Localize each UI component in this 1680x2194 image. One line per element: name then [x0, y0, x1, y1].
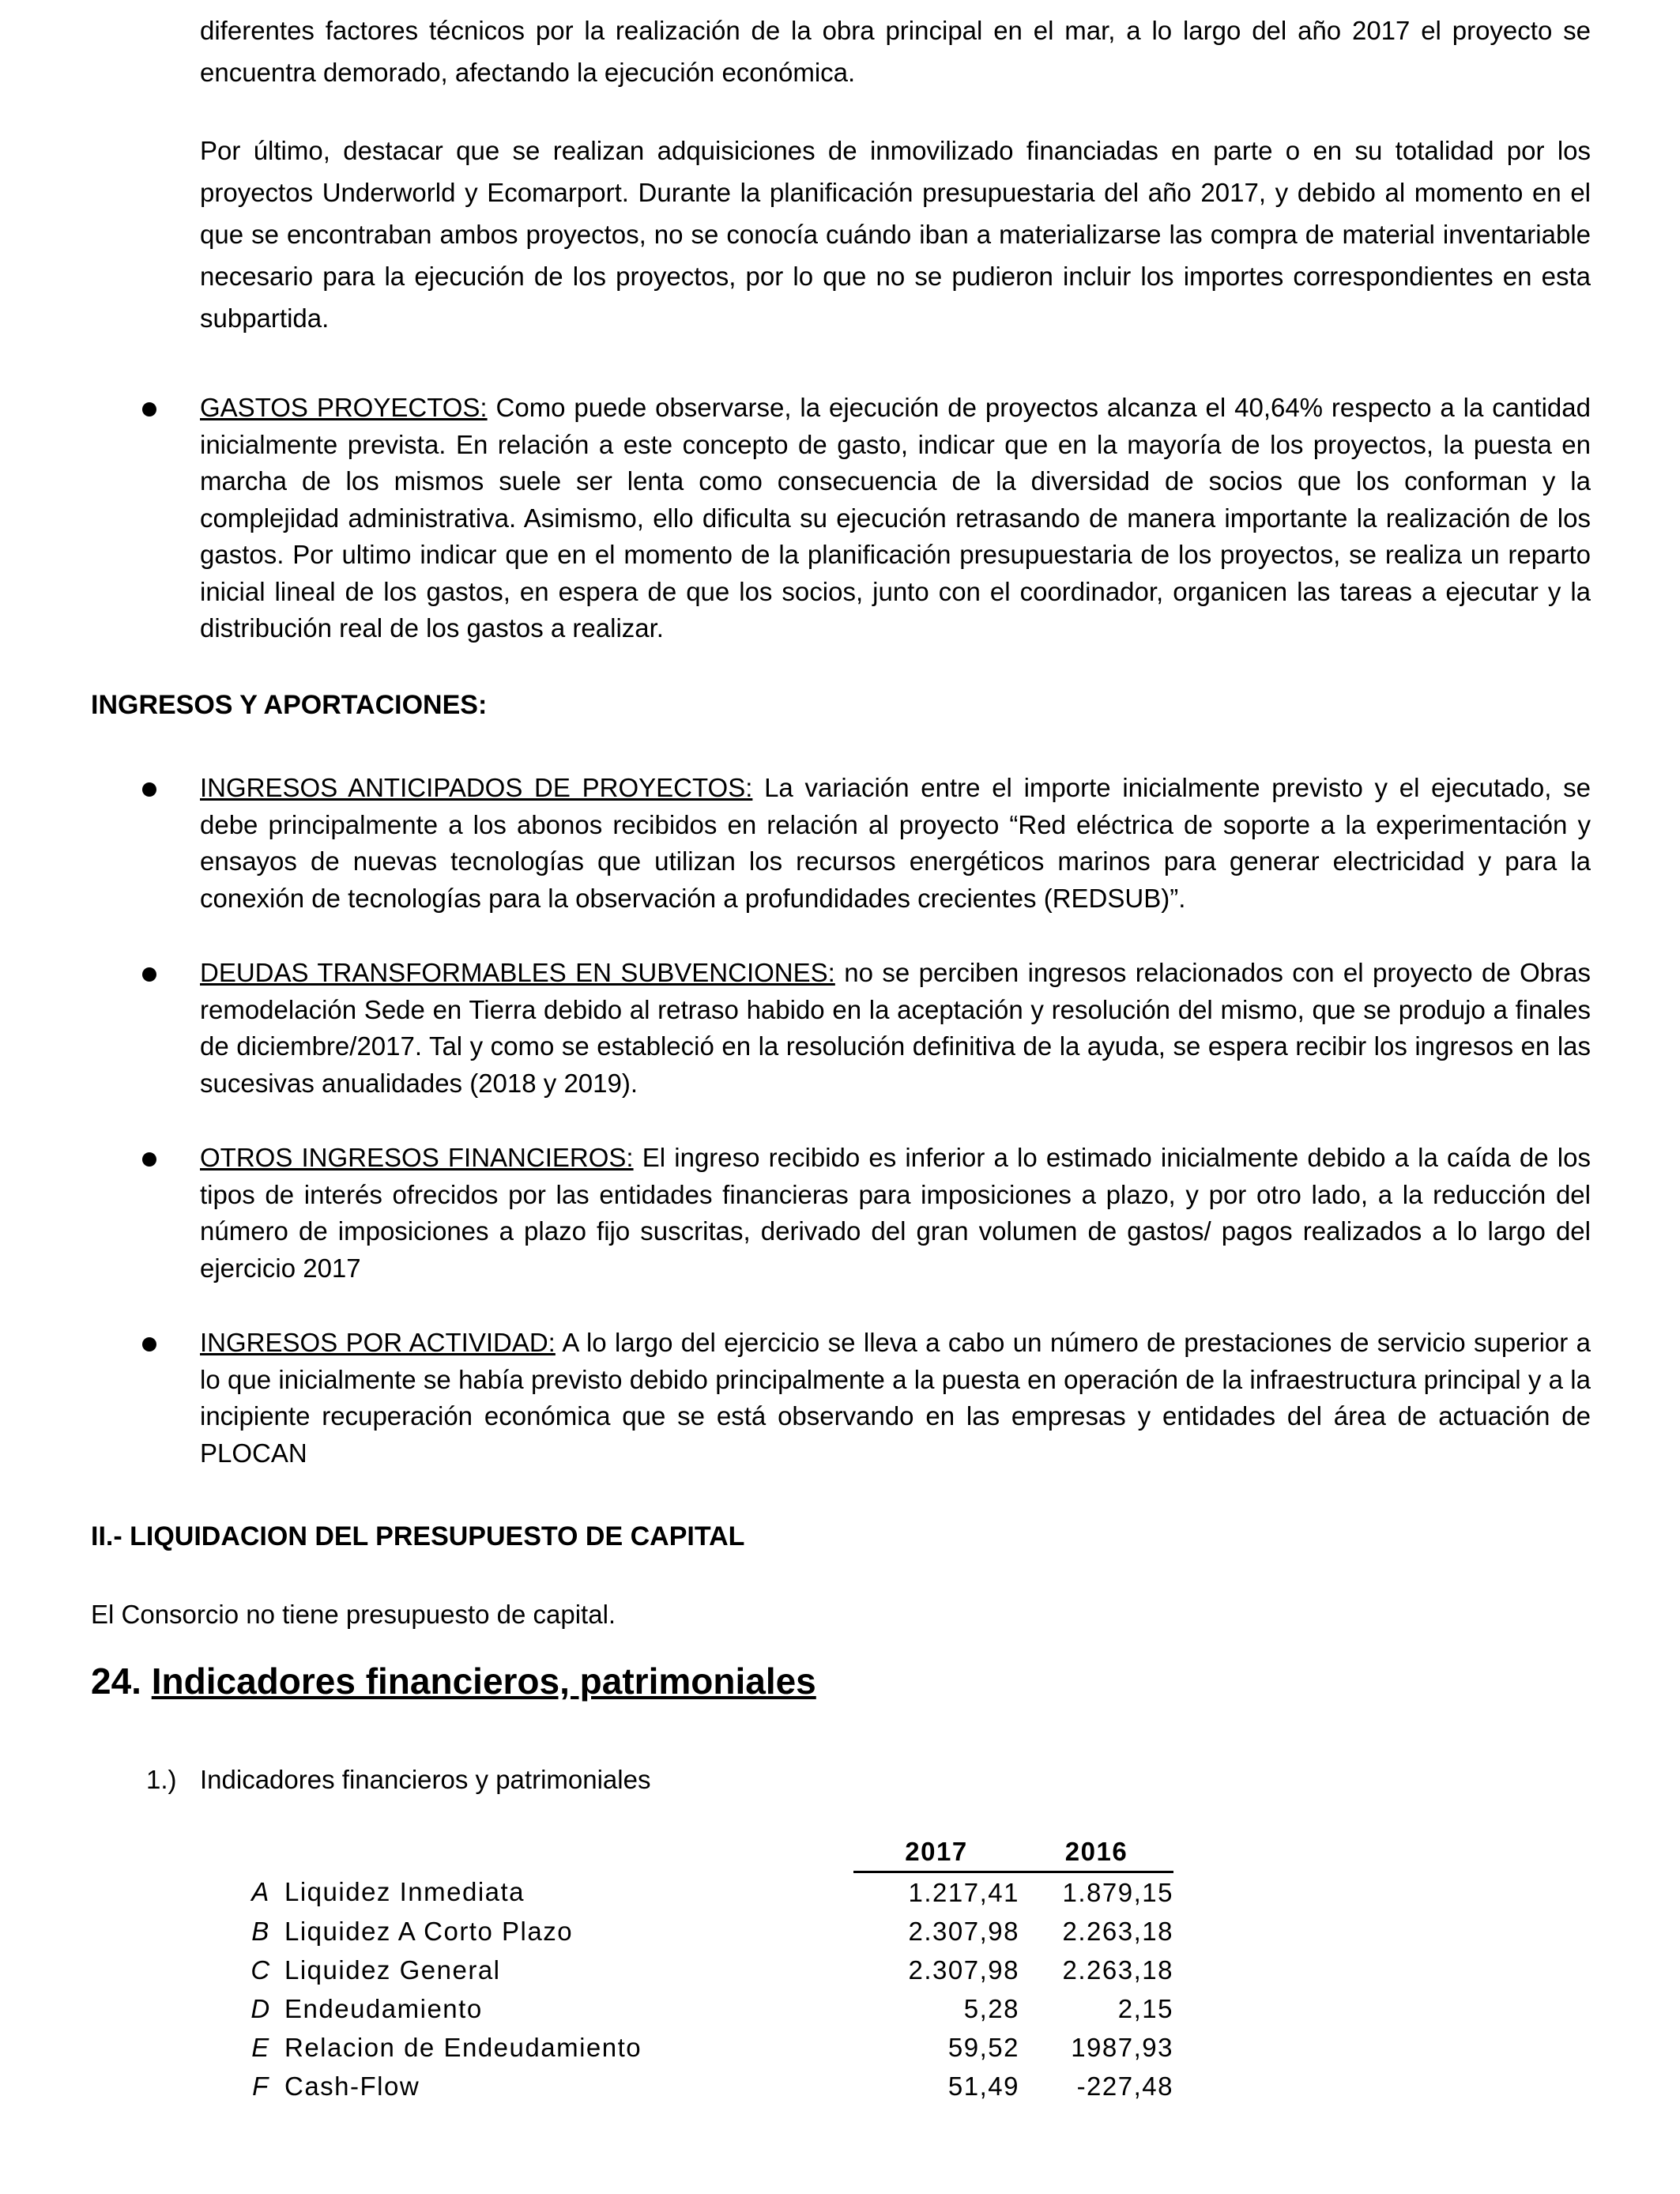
table-row: [237, 1912, 1173, 1951]
row-letter: B: [251, 1916, 270, 1946]
subsection-title: Indicadores financieros y patrimoniales: [200, 1765, 651, 1794]
row-name: Liquidez Inmediata: [284, 1876, 525, 1906]
bullet-icon: [142, 1152, 156, 1167]
ingresos-item: [200, 955, 1591, 1102]
value-2016: 1987,93: [1071, 2032, 1173, 2062]
ingresos-item: [200, 770, 1591, 917]
table-row: [237, 1989, 1173, 2028]
row-letter: C: [250, 1955, 271, 1985]
table-row: [237, 1872, 1173, 1913]
table-header-row: [237, 1832, 1173, 1872]
row-letter: D: [250, 1993, 271, 2023]
ingresos-item-label: DEUDAS TRANSFORMABLES EN SUBVENCIONES:: [200, 958, 835, 987]
year-header: 2016: [1019, 1832, 1173, 1872]
capital-heading: II.- LIQUIDACION DEL PRESUPUESTO DE CAPITAL: [91, 1521, 745, 1551]
subsection-heading: [146, 1765, 650, 1795]
value-2016: 1.879,15: [1062, 1877, 1173, 1907]
section-title: Indicadores financieros, patrimoniales: [151, 1661, 816, 1702]
bullet-icon: [142, 1337, 156, 1351]
row-name: Liquidez A Corto Plazo: [284, 1916, 574, 1946]
ingresos-item-label: INGRESOS ANTICIPADOS DE PROYECTOS:: [200, 773, 753, 802]
value-2016: -227,48: [1076, 2071, 1173, 2101]
value-2017: 59,52: [947, 2032, 1019, 2062]
bullet-icon: [142, 402, 156, 417]
table-row: [237, 2067, 1173, 2105]
bullet-icon: [142, 782, 156, 797]
ingresos-item: [200, 1325, 1591, 1472]
row-name: Endeudamiento: [284, 1993, 483, 2023]
ingresos-item-text: no se perciben ingresos relacionados con el proyecto de Obras remodelación Sede en Tierra debido al retraso habido en la aceptación y resolución del mismo, que se produjo a finales de diciembre/2017. Tal y como se estableció en la resolución definitiva de la ayuda, se espera recibir los ingresos en las sucesivas anualidades (2018 y 2019).: [200, 958, 1591, 1098]
row-letter: A: [251, 1876, 270, 1906]
row-letter: F: [252, 2071, 269, 2101]
table-row: [237, 2028, 1173, 2067]
ingresos-item: [200, 1140, 1591, 1287]
value-2016: 2.263,18: [1062, 1916, 1173, 1946]
section-heading: [91, 1660, 816, 1702]
capital-text: El Consorcio no tiene presupuesto de capital.: [91, 1600, 616, 1629]
intro-paragraph-2: Por último, destacar que se realizan adquisiciones de inmovilizado financiadas en parte o en su totalidad por los proyectos Underworld y Ecomarport. Durante la planificación presupuestaria del año 2017, y debido al momento en el que se encontraban ambos proyectos, no se conocía cuándo iban a materializarse las compra de material inventariable necesario para la ejecución de los proyectos, por lo que no se pudieron incluir los importes correspondientes en esta subpartida.: [200, 136, 1591, 333]
ingresos-item-label: OTROS INGRESOS FINANCIEROS:: [200, 1143, 634, 1172]
value-2016: 2.263,18: [1062, 1955, 1173, 1985]
ingresos-item-text: La variación entre el importe inicialmente previsto y el ejecutado, se debe principalmente a los abonos recibidos en relación al proyecto “Red eléctrica de soporte a la experimentación y ensayos de nuevas tecnologías que utilizan los recursos energéticos marinos para generar electricidad y para la conexión de tecnologías para la observación a profundidades crecientes (REDSUB)”.: [200, 773, 1591, 913]
section-number: 24.: [91, 1661, 141, 1702]
value-2017: 5,28: [963, 1993, 1019, 2023]
year-header: 2017: [853, 1832, 1019, 1872]
gastos-text: Como puede observarse, la ejecución de proyectos alcanza el 40,64% respecto a la cantidad inicialmente prevista. En relación a este concepto de gasto, indicar que en la mayoría de los proyectos, la puesta en marcha de los mismos suele ser lenta como consecuencia de la diversidad de socios que los conforman y la complejidad administrativa. Asimismo, ello dificulta su ejecución retrasando de manera importante la realización de los gastos. Por ultimo indicar que en el momento de la planificación presupuestaria de los proyectos, se realiza un reparto inicial lineal de los gastos, en espera de que los socios, junto con el coordinador, organicen las tareas a ejecutar y la distribución real de los gastos a realizar.: [200, 393, 1591, 643]
row-name: Relacion de Endeudamiento: [284, 2032, 642, 2062]
value-2017: 1.217,41: [908, 1877, 1019, 1907]
value-2017: 2.307,98: [908, 1916, 1019, 1946]
value-2017: 51,49: [947, 2071, 1019, 2101]
row-name: Cash-Flow: [284, 2071, 420, 2101]
ingresos-item-text: El ingreso recibido es inferior a lo estimado inicialmente debido a la caída de los tipos de interés ofrecidos por las entidades financieras para imposiciones a plazo, y por otro lado, a la reducción del número de imposiciones a plazo fijo suscritas, derivado del gran volumen de gastos/ pagos realizados a lo largo del ejercicio 2017: [200, 1143, 1591, 1283]
table-row: [237, 1951, 1173, 1989]
gastos-paragraph: [200, 390, 1591, 647]
value-2017: 2.307,98: [908, 1955, 1019, 1985]
row-name: Liquidez General: [284, 1955, 501, 1985]
gastos-label: GASTOS PROYECTOS:: [200, 393, 488, 422]
indicators-table: [237, 1832, 1173, 2105]
bullet-icon: [142, 967, 156, 982]
intro-paragraph-1: diferentes factores técnicos por la realización de la obra principal en el mar, a lo largo del año 2017 el proyecto se encuentra demorado, afectando la ejecución económica.: [200, 16, 1591, 87]
ingresos-item-text: A lo largo del ejercicio se lleva a cabo un número de prestaciones de servicio superior a lo que inicialmente se había previsto debido principalmente a la puesta en operación de la infraestructura principal y a la incipiente recuperación económica que se está observando en las empresas y entidades del área de actuación de PLOCAN: [200, 1328, 1591, 1468]
row-letter: E: [251, 2032, 270, 2062]
value-2016: 2,15: [1117, 1993, 1173, 2023]
subsection-number: 1.): [146, 1765, 177, 1794]
ingresos-item-label: INGRESOS POR ACTIVIDAD:: [200, 1328, 556, 1357]
ingresos-heading: INGRESOS Y APORTACIONES:: [91, 690, 488, 720]
